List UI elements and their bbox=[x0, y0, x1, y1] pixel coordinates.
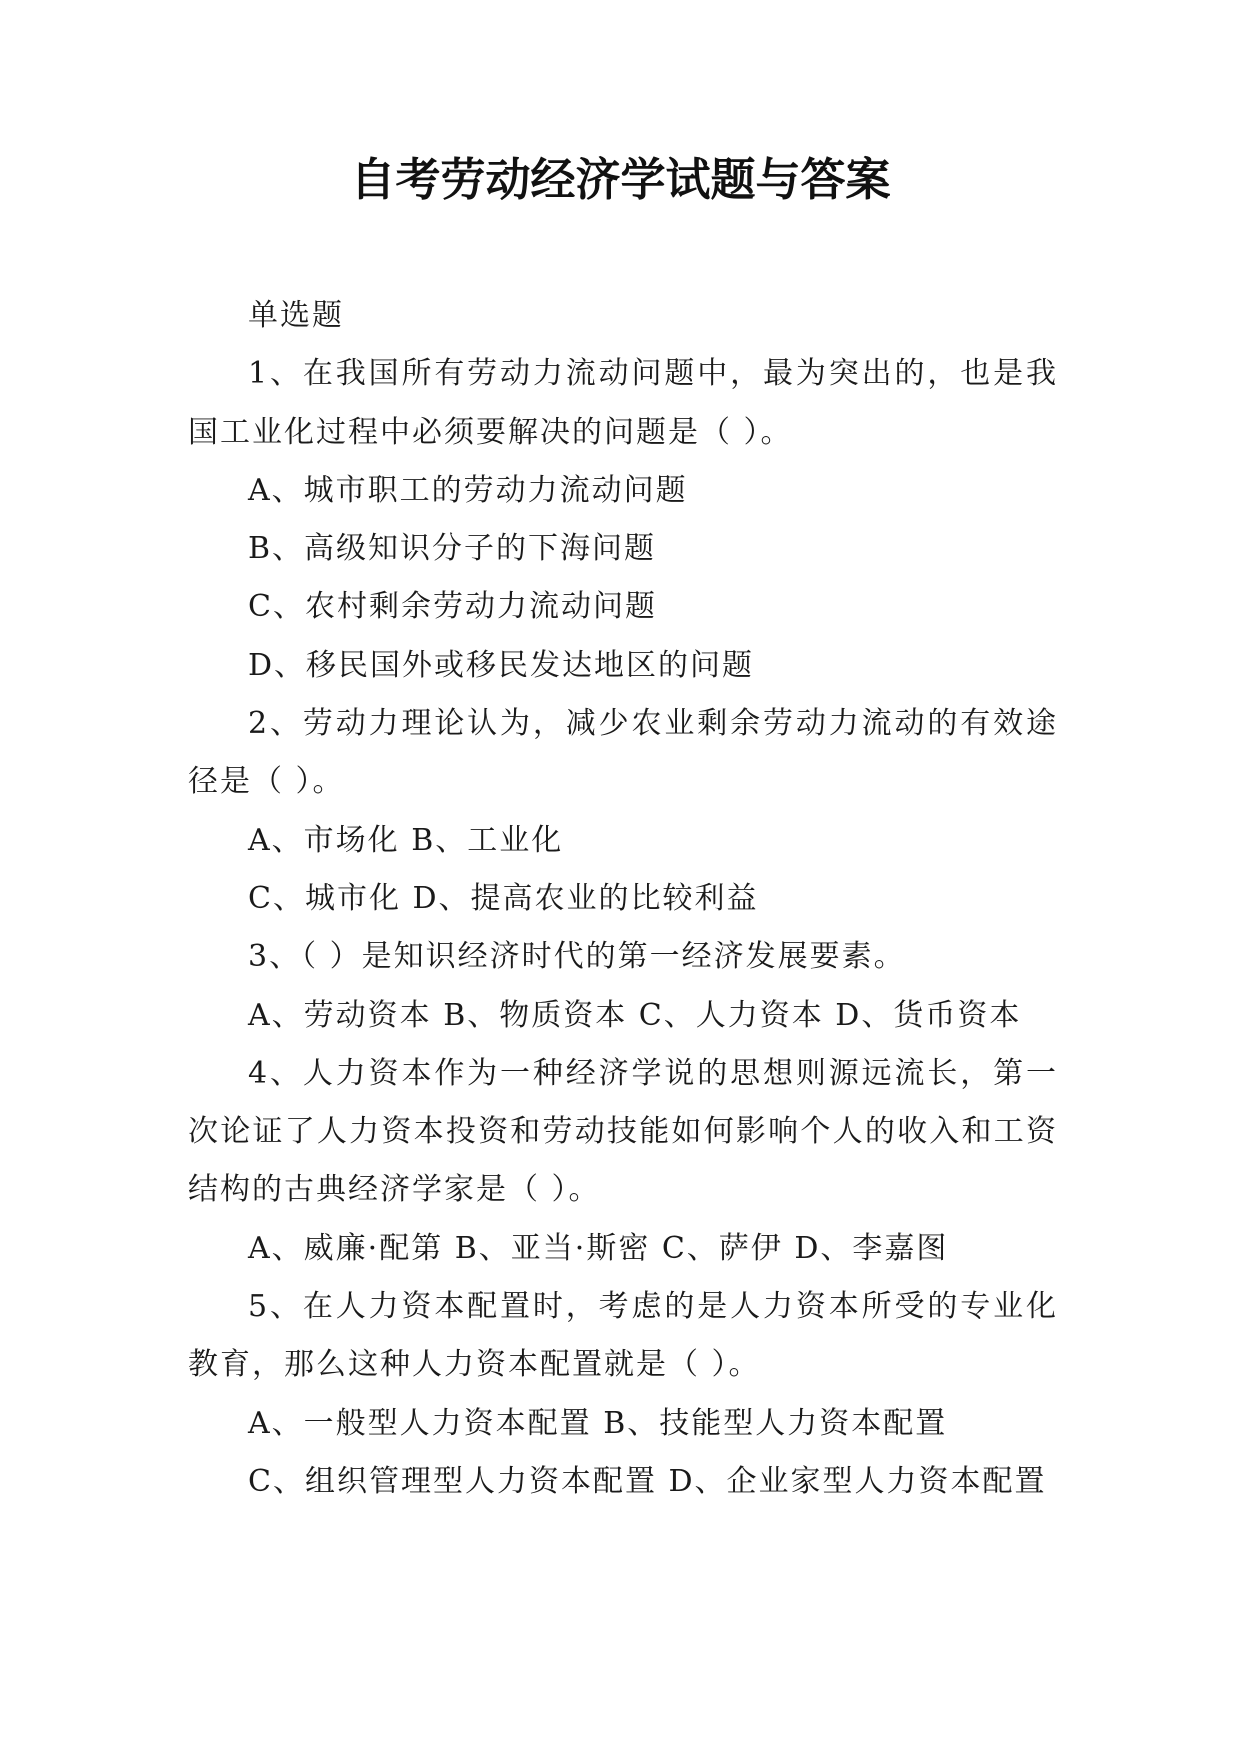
answer-option: A、一般型人力资本配置 B、技能型人力资本配置 bbox=[248, 1405, 948, 1441]
answer-option: A、威廉·配第 B、亚当·斯密 C、萨伊 D、李嘉图 bbox=[248, 1230, 949, 1266]
answer-option: C、农村剩余劳动力流动问题 bbox=[248, 589, 657, 625]
answer-option: A、劳动资本 B、物质资本 C、人力资本 D、货币资本 bbox=[248, 997, 1022, 1033]
document-title: 自考劳动经济学试题与答案 bbox=[350, 153, 891, 206]
answer-option: C、组织管理型人力资本配置 D、企业家型人力资本配置 bbox=[248, 1463, 1047, 1499]
question-stem: 3、（ ）是知识经济时代的第一经济发展要素。 bbox=[248, 939, 906, 975]
question-stem: 4、人力资本作为一种经济学说的思想则源远流长，第一次论证了人力资本投资和劳动技能如何影响个人的收入和工资结构的古典经济学家是（ ）。 bbox=[188, 1055, 1058, 1208]
section-heading: 单选题 bbox=[248, 298, 344, 333]
answer-option: A、城市职工的劳动力流动问题 bbox=[248, 472, 688, 508]
answer-option: A、市场化 B、工业化 bbox=[248, 822, 564, 858]
answer-option: C、城市化 D、提高农业的比较利益 bbox=[248, 880, 759, 916]
question-stem: 1、在我国所有劳动力流动问题中，最为突出的，也是我国工业化过程中必须要解决的问题是（ ）。 bbox=[188, 356, 1058, 450]
document-body bbox=[188, 287, 1058, 1511]
answer-option: B、高级知识分子的下海问题 bbox=[248, 531, 657, 567]
question-stem: 2、劳动力理论认为，减少农业剩余劳动力流动的有效途径是（ ）。 bbox=[188, 706, 1058, 800]
answer-option: D、移民国外或移民发达地区的问题 bbox=[248, 647, 755, 683]
question-stem: 5、在人力资本配置时，考虑的是人力资本所受的专业化教育，那么这种人力资本配置就是（ ）。 bbox=[188, 1289, 1058, 1383]
